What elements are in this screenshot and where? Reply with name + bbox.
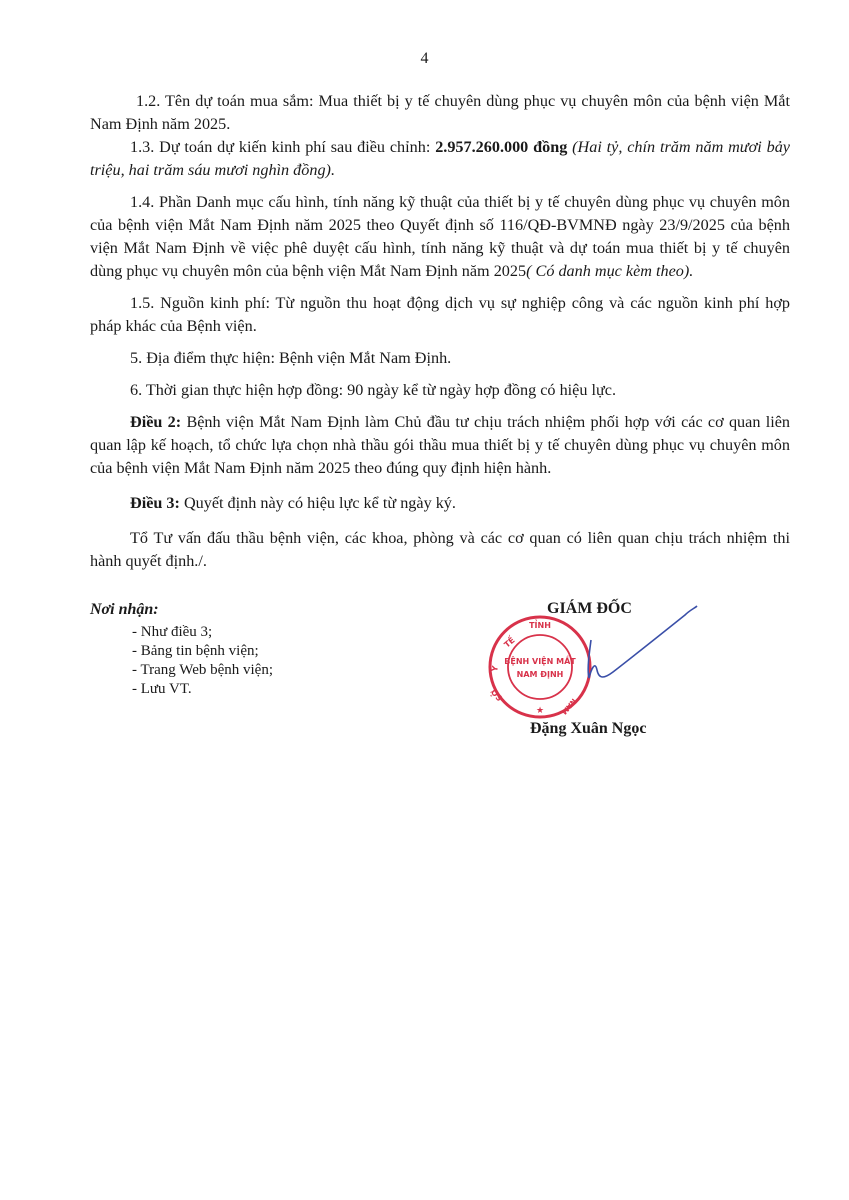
article-3-label: Điều 3: xyxy=(130,494,180,512)
recipient-item: - Bảng tin bệnh viện; xyxy=(132,643,259,659)
svg-text:TỈNH: TỈNH xyxy=(529,621,551,630)
svg-text:Y: Y xyxy=(490,665,500,673)
section-1-3 xyxy=(90,136,790,182)
recipient-item: - Như điều 3; xyxy=(132,624,213,640)
budget-amount: 2.957.260.000 đồng xyxy=(435,138,568,156)
budget-amount-words: (Hai tỷ, chín trăm năm mươi bảy triệu, hai trăm sáu mươi nghìn đồng). xyxy=(90,138,790,179)
signatory-name: Đặng Xuân Ngọc xyxy=(530,720,647,737)
recipient-item: - Trang Web bệnh viện; xyxy=(132,662,274,678)
recipient-item: - Lưu VT. xyxy=(132,681,192,697)
article-2-label: Điều 2: xyxy=(130,413,182,431)
signature-block xyxy=(485,600,725,750)
recipients-block xyxy=(90,600,273,699)
article-2 xyxy=(90,411,790,480)
page-number: 4 xyxy=(420,50,429,67)
section-1-4 xyxy=(90,191,790,283)
section-1-2: 1.2. Tên dự toán mua sắm: Mua thiết bị y tế chuyên dùng phục vụ chuyên môn của bệnh viện Mắt Nam Định năm 2025. xyxy=(90,92,790,133)
closing-paragraph: Tổ Tư vấn đấu thầu bệnh viện, các khoa, phòng và các cơ quan có liên quan chịu trách nhiệm thi hành quyết định./. xyxy=(90,529,790,570)
stamp-line-2: NAM ĐỊNH xyxy=(516,670,564,679)
recipients-list xyxy=(90,623,273,699)
recipients-heading: Nơi nhận: xyxy=(90,601,159,618)
section-1-5: 1.5. Nguồn kinh phí: Từ nguồn thu hoạt động dịch vụ sự nghiệp công và các nguồn kinh phí hợp pháp khác của Bệnh viện. xyxy=(90,294,790,335)
svg-text:TẾ: TẾ xyxy=(502,635,517,650)
svg-text:SỞ: SỞ xyxy=(489,686,505,703)
section-5: 5. Địa điểm thực hiện: Bệnh viện Mắt Nam Định. xyxy=(130,349,452,367)
article-2-text: Bệnh viện Mắt Nam Định làm Chủ đầu tư chịu trách nhiệm phối hợp với các cơ quan liên quan lập kế hoạch, tổ chức lựa chọn nhà thầu gói thầu mua thiết bị y tế chuyên dùng phục vụ chuyên môn của bệnh viện Mắt Nam Định năm 2025 theo đúng quy định hiện hành. xyxy=(90,413,790,477)
stamp-line-1: BỆNH VIỆN MẮT xyxy=(504,657,576,666)
svg-text:NAM: NAM xyxy=(559,696,578,716)
section-1-4-lead: 1.4. Phần Danh mục cấu hình, tính năng kỹ thuật của thiết bị y tế chuyên dùng phục vụ chuyên môn của bệnh viện Mắt Nam Định năm 2025 theo Quyết định số 116/QĐ-BVMNĐ ngày 23/9/2025 của bệnh viện Mắt Nam Định về việc phê duyệt cấu hình, tính năng kỹ thuật và dự toán mua thiết bị y tế chuyên dùng phục vụ chuyên môn của bệnh viện Mắt Nam Định năm 2025 xyxy=(90,193,790,280)
article-3 xyxy=(90,492,790,515)
svg-text:★: ★ xyxy=(535,705,545,715)
section-1-4-note: ( Có danh mục kèm theo). xyxy=(526,262,694,280)
section-6: 6. Thời gian thực hiện hợp đồng: 90 ngày kể từ ngày hợp đồng có hiệu lực. xyxy=(130,381,616,399)
signatory-title: GIÁM ĐỐC xyxy=(547,600,632,617)
article-3-text: Quyết định này có hiệu lực kể từ ngày ký. xyxy=(179,494,456,512)
section-1-3-lead: 1.3. Dự toán dự kiến kinh phí sau điều chỉnh: xyxy=(130,138,436,156)
document-body xyxy=(90,90,790,573)
